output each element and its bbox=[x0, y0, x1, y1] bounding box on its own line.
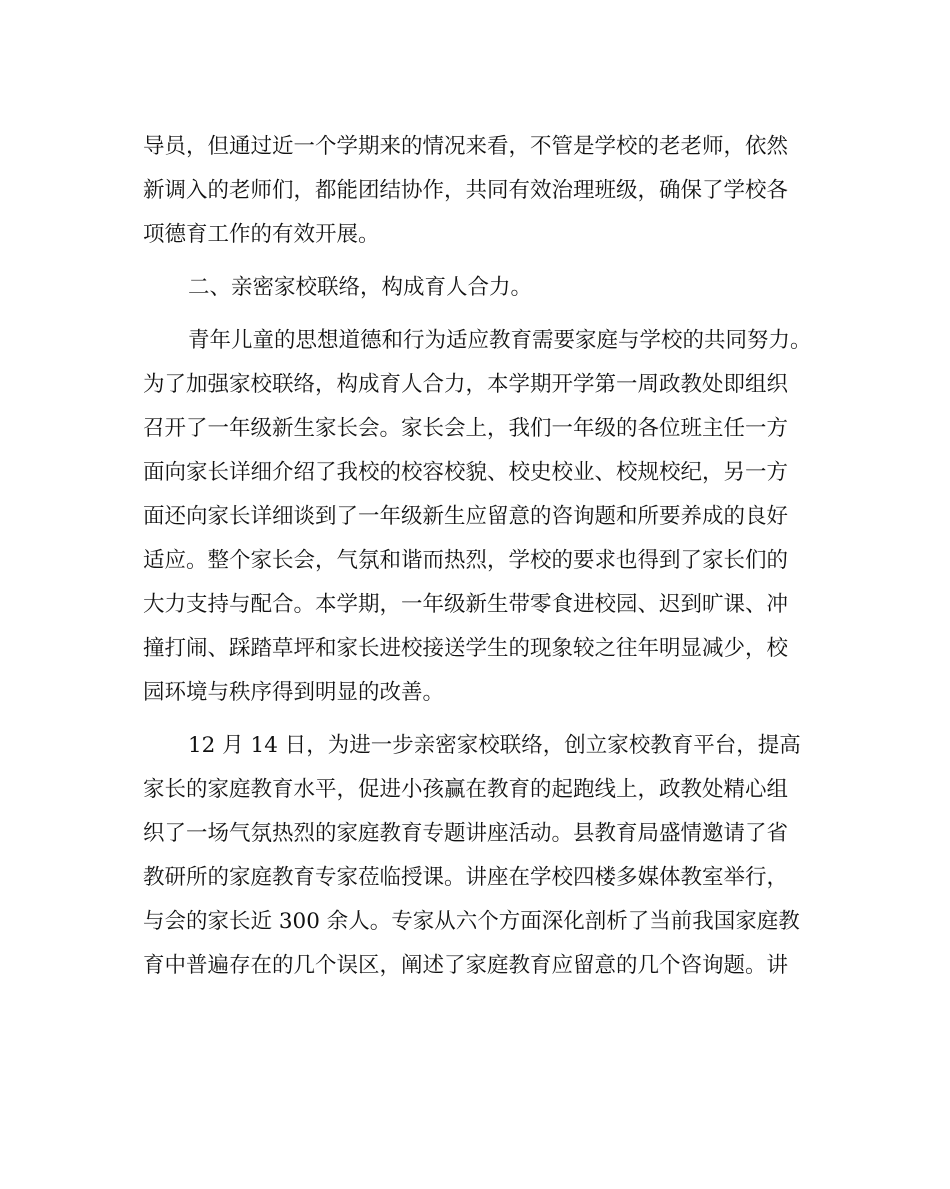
text-line: 适应。整个家长会，气氛和谐而热烈，学校的要求也得到了家长们的 bbox=[143, 548, 789, 573]
text-line: 项德育工作的有效开展。 bbox=[143, 222, 380, 247]
text-line: 撞打闹、踩踏草坪和家长进校接送学生的现象较之往年明显减少，校 bbox=[143, 636, 789, 661]
text-line: 教研所的家庭教育专家莅临授课。讲座在学校四楼多媒体教室举行， bbox=[143, 865, 789, 890]
text-line: 青年儿童的思想道德和行为适应教育需要家庭与学校的共同努力。 bbox=[188, 328, 812, 353]
text-line: 面还向家长详细谈到了一年级新生应留意的咨询题和所要养成的良好 bbox=[143, 504, 789, 529]
text-line: 育中普遍存在的几个误区，阐述了家庭教育应留意的几个咨询题。讲 bbox=[143, 953, 789, 978]
text-line: 面向家长详细介绍了我校的校容校貌、校史校业、校规校纪，另一方 bbox=[143, 460, 789, 485]
text-line: 新调入的老师们，都能团结协作，共同有效治理班级，确保了学校各 bbox=[143, 178, 789, 203]
text-line: 召开了一年级新生家长会。家长会上，我们一年级的各位班主任一方 bbox=[143, 416, 789, 441]
text-line: 大力支持与配合。本学期，一年级新生带零食进校园、迟到旷课、冲 bbox=[143, 592, 789, 617]
text-line: 12 月 14 日，为进一步亲密家校联络，创立家校教育平台，提高 bbox=[188, 733, 801, 758]
text-line: 园环境与秩序得到明显的改善。 bbox=[143, 680, 445, 705]
text-line: 与会的家长近 300 余人。专家从六个方面深化剖析了当前我国家庭教 bbox=[143, 909, 800, 934]
document-body bbox=[143, 125, 813, 988]
text-line: 为了加强家校联络，构成育人合力，本学期开学第一周政教处即组织 bbox=[143, 372, 789, 397]
text-line: 家长的家庭教育水平，促进小孩赢在教育的起跑线上，政教处精心组 bbox=[143, 777, 789, 802]
text-line: 导员，但通过近一个学期来的情况来看，不管是学校的老老师，依然 bbox=[143, 134, 789, 159]
section-heading: 二、亲密家校联络，构成育人合力。 bbox=[188, 275, 533, 300]
text-line: 织了一场气氛热烈的家庭教育专题讲座活动。县教育局盛情邀请了省 bbox=[143, 821, 789, 846]
